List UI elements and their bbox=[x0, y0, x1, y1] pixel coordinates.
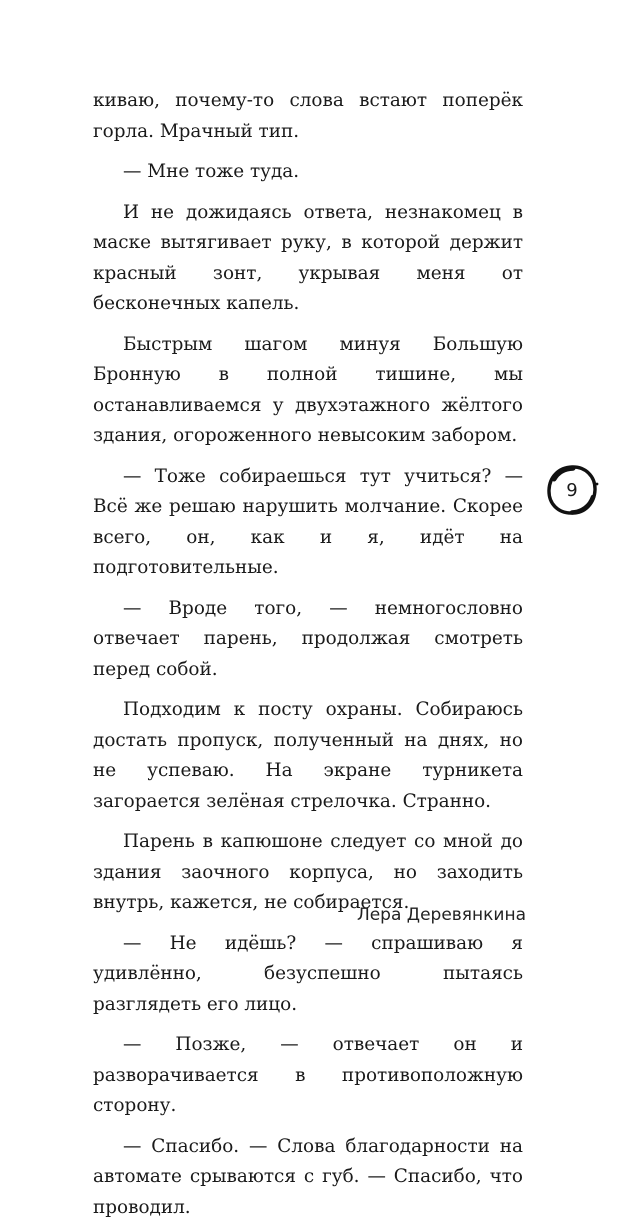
paragraph: — Вроде того, — немногословно отвечает парень, продолжая смотреть перед собой. bbox=[93, 594, 523, 686]
author-name: Лера Деревянкина bbox=[357, 905, 526, 925]
paragraph: Подходим к посту охраны. Собираюсь достать пропуск, полученный на днях, но не успеваю. На экране турникета загорается зелёная стрелочка. Странно. bbox=[93, 695, 523, 817]
paragraph: — Мне тоже туда. bbox=[93, 157, 523, 188]
paragraph: Быстрым шагом минуя Большую Бронную в полной тишине, мы останавливаемся у двухэтажного жёлтого здания, огороженного невысоким забором. bbox=[93, 330, 523, 452]
paragraph: И не дожидаясь ответа, незнакомец в маске вытягивает руку, в которой держит красный зонт, укрывая меня от бесконечных капель. bbox=[93, 198, 523, 320]
paragraph: — Тоже собираешься тут учиться? — Всё же решаю нарушить молчание. Скорее всего, он, как и я, идёт на подготовительные. bbox=[93, 462, 523, 584]
paragraph: — Позже, — отвечает он и разворачивается в противоположную сторону. bbox=[93, 1030, 523, 1122]
paragraph: киваю, почему-то слова встают поперёк горла. Мрачный тип. bbox=[93, 86, 523, 147]
page-number-badge bbox=[545, 463, 599, 517]
paragraph: Парень в капюшоне следует со мной до здания заочного корпуса, но заходить внутрь, кажется, не собирается. bbox=[93, 827, 523, 919]
paragraph: — Не идёшь? — спрашиваю я удивлённо, безуспешно пытаясь разглядеть его лицо. bbox=[93, 929, 523, 1021]
book-text bbox=[93, 86, 523, 1223]
paragraph: — Спасибо. — Слова благодарности на автомате срываются с губ. — Спасибо, что проводил. bbox=[93, 1132, 523, 1223]
page-number: 9 bbox=[545, 463, 599, 517]
